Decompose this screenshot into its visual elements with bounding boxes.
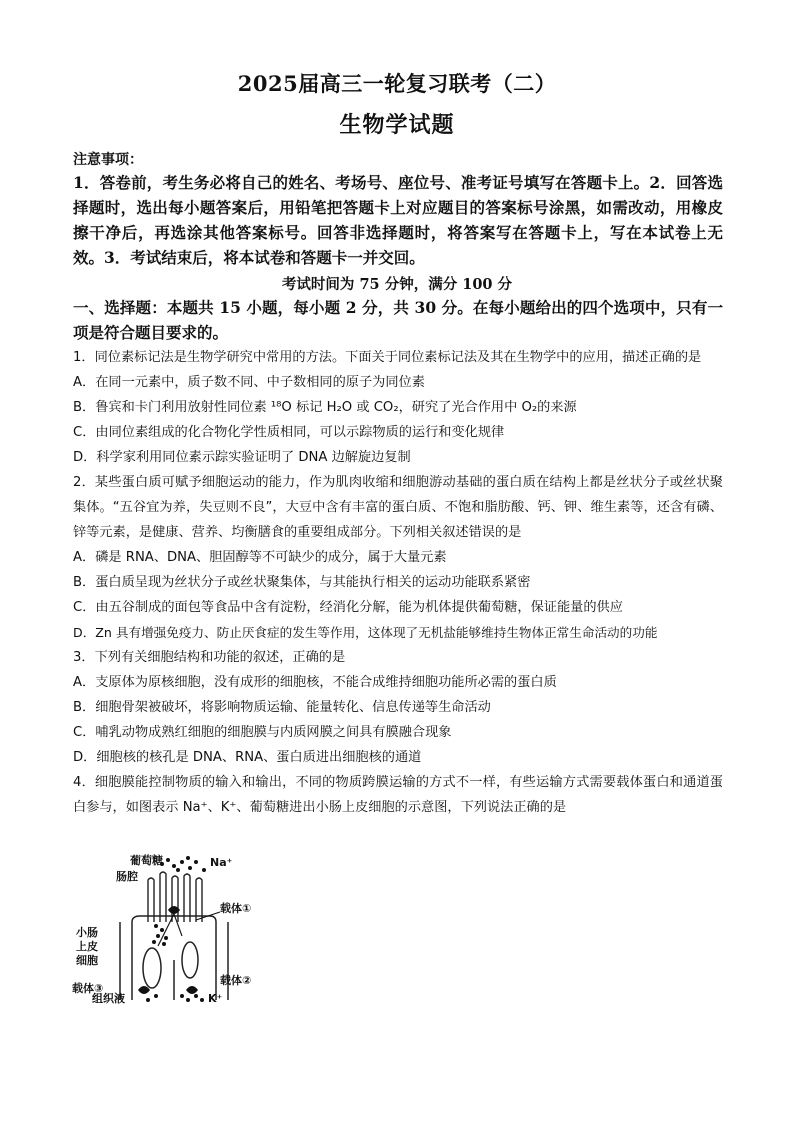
question-stem: 1．同位素标记法是生物学研究中常用的方法。下面关于同位素标记法及其在生物学中的应用，描述正确的是	[73, 350, 702, 365]
label-carrier-2: 载体②	[220, 974, 252, 987]
notice-text: 1．答卷前，考生务必将自己的姓名、考场号、座位号、准考证号填写在答题卡上。2．回答选择题时，选出每小题答案后，用铅笔把答题卡上对应题目的答案标号涂黑，如需改动，用橡皮擦干净后，再选涂其他答案标号。回答非选择题时，将答案写在答题卡上，写在本试卷上无效。3．考试结束后，将本试卷和答题卡一并交回。	[73, 173, 723, 267]
arrows	[158, 912, 220, 946]
notice-heading: 注意事项：	[73, 152, 143, 168]
option-c: C．哺乳动物成熟红细胞的细胞膜与内质网膜之间具有膜融合现象	[73, 725, 452, 740]
label-carrier-1: 载体①	[220, 902, 252, 915]
question-3	[73, 645, 723, 770]
microvilli	[148, 872, 202, 922]
option-a: A．磷是 RNA、DNA、胆固醇等不可缺少的成分，属于大量元素	[73, 550, 447, 565]
question-4	[73, 770, 723, 820]
option-d: D．Zn 具有增强免疫力、防止厌食症的发生等作用，这体现了无机盐能够维持生物体正常生命活动的功能	[73, 625, 658, 640]
transport-diagram	[70, 850, 270, 1005]
question-stem: 2．某些蛋白质可赋予细胞运动的能力，作为肌肉收缩和细胞游动基础的蛋白质在结构上都是丝状分子或丝状聚集体。“五谷宜为养，失豆则不良”，大豆中含有丰富的蛋白质、不饱和脂肪酸、钙、钾、维生素等，还含有磷、锌等元素，是健康、营养、均衡膳食的重要组成部分。下列相关叙述错误的是	[73, 475, 723, 540]
question-stem: 3．下列有关细胞结构和功能的叙述，正确的是	[73, 650, 346, 665]
option-c: C．由五谷制成的面包等食品中含有淀粉，经消化分解，能为机体提供葡萄糖，保证能量的供应	[73, 600, 623, 615]
questions-list	[73, 345, 723, 820]
label-lumen: 肠腔	[116, 870, 138, 883]
option-a: A．支原体为原核细胞，没有成形的细胞核，不能合成维持细胞功能所必需的蛋白质	[73, 675, 557, 690]
option-d: D．科学家利用同位素示踪实验证明了 DNA 边解旋边复制	[73, 450, 411, 465]
exam-title: 2025届高三一轮复习联考（二）	[237, 71, 557, 96]
label-cell-line2: 上皮	[76, 940, 98, 953]
label-glucose: 葡萄糖	[130, 854, 163, 867]
exam-time-info: 考试时间为 75 分钟，满分 100 分	[281, 276, 513, 293]
label-k: K⁺	[208, 992, 223, 1005]
question-2	[73, 470, 723, 645]
label-carrier-3: 载体③	[72, 982, 104, 995]
question-1	[73, 345, 723, 470]
carrier-proteins	[138, 906, 198, 994]
option-a: A．在同一元素中，质子数不同、中子数相同的原子为同位素	[73, 375, 425, 390]
molecules	[146, 856, 206, 1002]
option-d: D．细胞核的核孔是 DNA、RNA、蛋白质进出细胞核的通道	[73, 750, 422, 765]
label-cell-line3: 细胞	[76, 954, 98, 967]
section-heading: 一、选择题：本题共 15 小题，每小题 2 分，共 30 分。在每小题给出的四个选项中，只有一项是符合题目要求的。	[73, 298, 723, 342]
cell-outlines	[120, 916, 228, 1000]
label-na: Na⁺	[210, 856, 233, 869]
option-b: B．蛋白质呈现为丝状分子或丝状聚集体，与其能执行相关的运动功能联系紧密	[73, 575, 531, 590]
question-stem: 4．细胞膜能控制物质的输入和输出，不同的物质跨膜运输的方式不一样，有些运输方式需要载体蛋白和通道蛋白参与，如图表示 Na⁺、K⁺、葡萄糖进出小肠上皮细胞的示意图，下列说法正确的是	[73, 775, 723, 815]
option-c: C．由同位素组成的化合物化学性质相同，可以示踪物质的运行和变化规律	[73, 425, 505, 440]
label-cell-line1: 小肠	[76, 926, 98, 939]
intestinal-cell-figure	[70, 850, 270, 1005]
subject-title: 生物学试题	[339, 112, 455, 138]
option-b: B．鲁宾和卡门利用放射性同位素 ¹⁸O 标记 H₂O 或 CO₂，研究了光合作用中 O₂的来源	[73, 400, 577, 415]
option-b: B．细胞骨架被破坏，将影响物质运输、能量转化、信息传递等生命活动	[73, 700, 491, 715]
label-tissue-fluid: 组织液	[92, 992, 125, 1005]
